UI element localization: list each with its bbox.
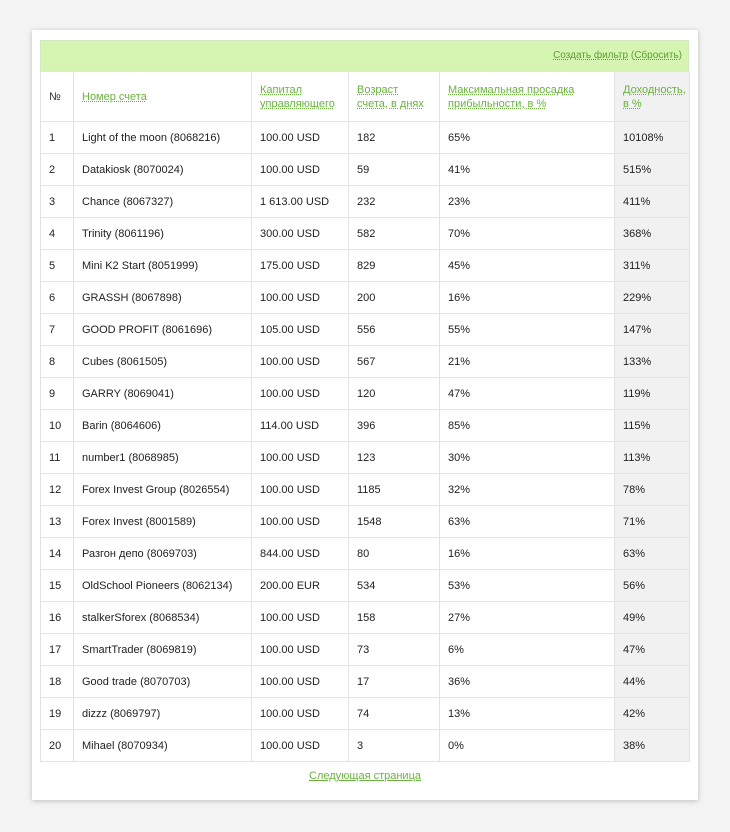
cell-yield: 47% <box>615 634 690 666</box>
sort-by-capital-link[interactable]: Капитал управляющего <box>260 83 335 110</box>
cell-capital: 100.00 USD <box>252 474 349 506</box>
cell-age: 232 <box>349 186 440 218</box>
cell-capital: 100.00 USD <box>252 442 349 474</box>
cell-capital: 105.00 USD <box>252 314 349 346</box>
sort-by-drawdown-link[interactable]: Максимальная просадка прибыльности, в % <box>448 83 575 110</box>
cell-yield: 515% <box>615 154 690 186</box>
cell-number: 14 <box>41 538 74 570</box>
cell-age: 120 <box>349 378 440 410</box>
cell-number: 5 <box>41 250 74 282</box>
cell-number: 9 <box>41 378 74 410</box>
cell-drawdown: 23% <box>440 186 615 218</box>
cell-capital: 114.00 USD <box>252 410 349 442</box>
cell-drawdown: 55% <box>440 314 615 346</box>
cell-age: 556 <box>349 314 440 346</box>
cell-number: 17 <box>41 634 74 666</box>
filter-bar <box>40 40 689 71</box>
create-filter-link[interactable]: Создать фильтр <box>553 50 629 61</box>
table-row <box>41 218 690 250</box>
cell-account: Chance (8067327) <box>74 186 252 218</box>
table-row <box>41 602 690 634</box>
cell-drawdown: 63% <box>440 506 615 538</box>
cell-account: OldSchool Pioneers (8062134) <box>74 570 252 602</box>
cell-age: 73 <box>349 634 440 666</box>
ratings-card <box>32 30 698 800</box>
cell-yield: 78% <box>615 474 690 506</box>
cell-drawdown: 27% <box>440 602 615 634</box>
cell-account: number1 (8068985) <box>74 442 252 474</box>
ratings-table-wrapper <box>40 40 689 762</box>
cell-age: 74 <box>349 698 440 730</box>
cell-drawdown: 85% <box>440 410 615 442</box>
cell-capital: 100.00 USD <box>252 634 349 666</box>
cell-age: 1548 <box>349 506 440 538</box>
cell-capital: 844.00 USD <box>252 538 349 570</box>
table-row <box>41 698 690 730</box>
cell-number: 1 <box>41 122 74 154</box>
cell-yield: 10108% <box>615 122 690 154</box>
cell-number: 12 <box>41 474 74 506</box>
table-header-row <box>41 72 690 122</box>
cell-drawdown: 6% <box>440 634 615 666</box>
cell-number: 13 <box>41 506 74 538</box>
cell-drawdown: 53% <box>440 570 615 602</box>
cell-age: 567 <box>349 346 440 378</box>
cell-number: 2 <box>41 154 74 186</box>
cell-yield: 63% <box>615 538 690 570</box>
cell-age: 1185 <box>349 474 440 506</box>
cell-number: 10 <box>41 410 74 442</box>
cell-account: Good trade (8070703) <box>74 666 252 698</box>
table-row <box>41 666 690 698</box>
column-header-account <box>74 72 252 122</box>
cell-account: Cubes (8061505) <box>74 346 252 378</box>
cell-yield: 38% <box>615 730 690 762</box>
cell-number: 7 <box>41 314 74 346</box>
table-row <box>41 506 690 538</box>
cell-drawdown: 16% <box>440 538 615 570</box>
cell-drawdown: 0% <box>440 730 615 762</box>
cell-age: 3 <box>349 730 440 762</box>
cell-number: 6 <box>41 282 74 314</box>
cell-account: stalkerSforex (8068534) <box>74 602 252 634</box>
cell-capital: 100.00 USD <box>252 666 349 698</box>
cell-account: SmartTrader (8069819) <box>74 634 252 666</box>
filter-close-paren: ) <box>678 50 682 61</box>
table-row <box>41 634 690 666</box>
cell-capital: 300.00 USD <box>252 218 349 250</box>
cell-age: 158 <box>349 602 440 634</box>
cell-account: Trinity (8061196) <box>74 218 252 250</box>
cell-account: Datakiosk (8070024) <box>74 154 252 186</box>
cell-account: Light of the moon (8068216) <box>74 122 252 154</box>
table-body <box>41 122 690 762</box>
cell-number: 15 <box>41 570 74 602</box>
cell-number: 8 <box>41 346 74 378</box>
cell-account: Разгон депо (8069703) <box>74 538 252 570</box>
cell-yield: 147% <box>615 314 690 346</box>
cell-drawdown: 41% <box>440 154 615 186</box>
cell-yield: 71% <box>615 506 690 538</box>
cell-account: dizzz (8069797) <box>74 698 252 730</box>
cell-drawdown: 21% <box>440 346 615 378</box>
cell-drawdown: 36% <box>440 666 615 698</box>
table-row <box>41 442 690 474</box>
cell-drawdown: 32% <box>440 474 615 506</box>
next-page-link[interactable]: Следующая страница <box>309 770 421 782</box>
table-row <box>41 250 690 282</box>
cell-capital: 1 613.00 USD <box>252 186 349 218</box>
cell-yield: 368% <box>615 218 690 250</box>
cell-account: GOOD PROFIT (8061696) <box>74 314 252 346</box>
cell-account: Mihael (8070934) <box>74 730 252 762</box>
cell-drawdown: 30% <box>440 442 615 474</box>
cell-yield: 42% <box>615 698 690 730</box>
cell-capital: 100.00 USD <box>252 378 349 410</box>
sort-by-yield-link[interactable]: Доходность, в % <box>623 83 686 110</box>
cell-age: 200 <box>349 282 440 314</box>
cell-yield: 49% <box>615 602 690 634</box>
cell-capital: 100.00 USD <box>252 730 349 762</box>
table-row <box>41 154 690 186</box>
table-row <box>41 538 690 570</box>
cell-drawdown: 65% <box>440 122 615 154</box>
cell-number: 16 <box>41 602 74 634</box>
sort-by-account-link[interactable]: Номер счета <box>82 90 147 103</box>
cell-yield: 229% <box>615 282 690 314</box>
cell-capital: 100.00 USD <box>252 154 349 186</box>
column-header-capital <box>252 72 349 122</box>
cell-yield: 119% <box>615 378 690 410</box>
cell-drawdown: 45% <box>440 250 615 282</box>
cell-age: 123 <box>349 442 440 474</box>
table-row <box>41 314 690 346</box>
cell-drawdown: 70% <box>440 218 615 250</box>
column-header-number: № <box>41 72 74 122</box>
cell-yield: 113% <box>615 442 690 474</box>
table-row <box>41 186 690 218</box>
table-row <box>41 474 690 506</box>
ratings-table <box>40 71 690 762</box>
cell-account: GARRY (8069041) <box>74 378 252 410</box>
cell-capital: 175.00 USD <box>252 250 349 282</box>
cell-number: 11 <box>41 442 74 474</box>
cell-drawdown: 47% <box>440 378 615 410</box>
table-row <box>41 730 690 762</box>
cell-age: 182 <box>349 122 440 154</box>
cell-age: 582 <box>349 218 440 250</box>
cell-drawdown: 13% <box>440 698 615 730</box>
column-header-yield <box>615 72 690 122</box>
cell-number: 19 <box>41 698 74 730</box>
table-row <box>41 410 690 442</box>
cell-yield: 311% <box>615 250 690 282</box>
cell-account: GRASSH (8067898) <box>74 282 252 314</box>
cell-drawdown: 16% <box>440 282 615 314</box>
cell-capital: 100.00 USD <box>252 698 349 730</box>
table-row <box>41 570 690 602</box>
cell-age: 80 <box>349 538 440 570</box>
cell-yield: 115% <box>615 410 690 442</box>
column-header-age <box>349 72 440 122</box>
cell-yield: 411% <box>615 186 690 218</box>
cell-account: Barin (8064606) <box>74 410 252 442</box>
table-row <box>41 346 690 378</box>
pagination <box>32 770 698 782</box>
cell-number: 3 <box>41 186 74 218</box>
column-header-drawdown <box>440 72 615 122</box>
cell-yield: 44% <box>615 666 690 698</box>
cell-capital: 100.00 USD <box>252 282 349 314</box>
cell-age: 17 <box>349 666 440 698</box>
cell-account: Forex Invest (8001589) <box>74 506 252 538</box>
cell-age: 59 <box>349 154 440 186</box>
cell-age: 534 <box>349 570 440 602</box>
cell-capital: 100.00 USD <box>252 346 349 378</box>
cell-capital: 100.00 USD <box>252 122 349 154</box>
cell-account: Forex Invest Group (8026554) <box>74 474 252 506</box>
table-row <box>41 122 690 154</box>
cell-yield: 56% <box>615 570 690 602</box>
cell-number: 20 <box>41 730 74 762</box>
cell-capital: 100.00 USD <box>252 602 349 634</box>
reset-filter-link[interactable]: Сбросить <box>634 50 679 61</box>
cell-capital: 100.00 USD <box>252 506 349 538</box>
cell-number: 18 <box>41 666 74 698</box>
cell-age: 829 <box>349 250 440 282</box>
cell-account: Mini K2 Start (8051999) <box>74 250 252 282</box>
table-row <box>41 378 690 410</box>
sort-by-age-link[interactable]: Возраст счета, в днях <box>357 83 424 110</box>
filter-open-paren: ( <box>630 50 635 61</box>
cell-number: 4 <box>41 218 74 250</box>
cell-age: 396 <box>349 410 440 442</box>
table-row <box>41 282 690 314</box>
cell-capital: 200.00 EUR <box>252 570 349 602</box>
cell-yield: 133% <box>615 346 690 378</box>
